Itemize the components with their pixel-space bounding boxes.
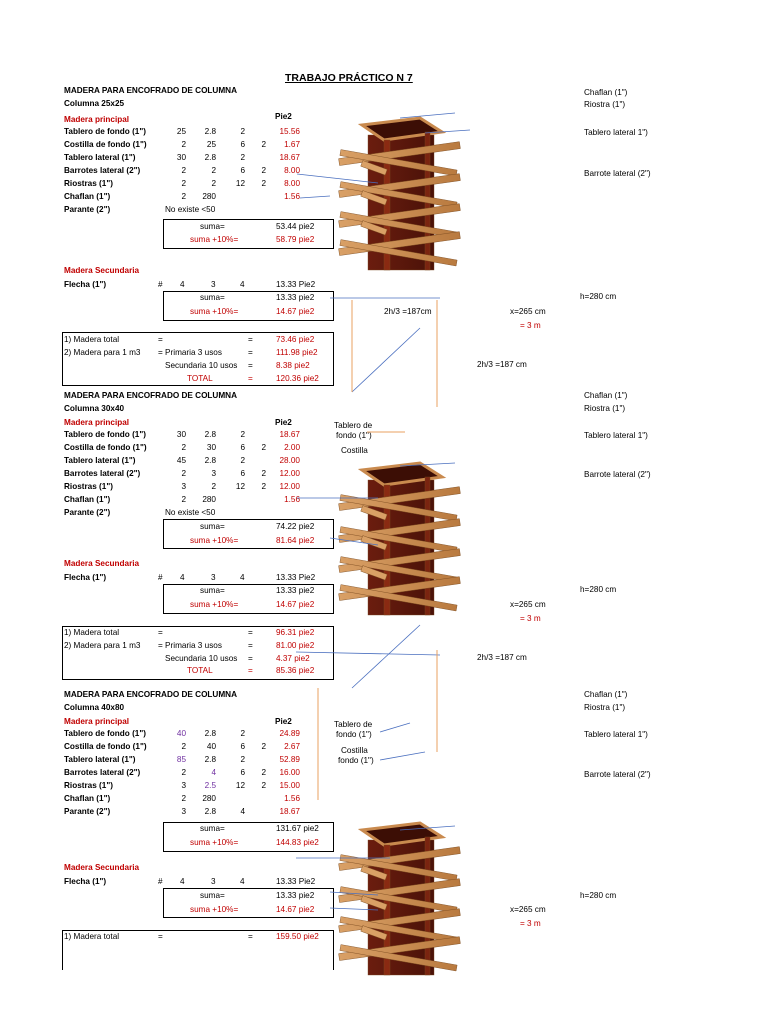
secundaria-label: Secundaria 10 usos [165, 361, 238, 370]
total2-label: 2) Madera para 1 m3 [64, 348, 141, 357]
primaria-value: 111.98 pie2 [276, 348, 318, 357]
suma10-value: 81.64 pie2 [276, 536, 315, 545]
suma-value: 74.22 pie2 [276, 522, 315, 531]
row-label: Tablero lateral (1") [64, 755, 136, 764]
secundaria-eq: = [248, 654, 253, 663]
right-label-riostra: Riostra (1") [584, 100, 626, 109]
dim-h: h=280 cm [580, 292, 617, 301]
row-label: Costilla de fondo (1") [64, 140, 147, 149]
row-label: Tablero de fondo (1") [64, 729, 146, 738]
row-b: 280 [202, 192, 216, 201]
flecha-a: 4 [180, 280, 185, 289]
right-label-tablero: Tablero lateral 1") [584, 730, 648, 739]
right-label-riostra: Riostra (1") [584, 703, 626, 712]
row-c: 6 [240, 742, 245, 751]
dim-2h-b: 2h/3 =187 cm [477, 360, 527, 369]
row-result: 1.67 [284, 140, 300, 149]
row-result: 1.56 [284, 495, 300, 504]
row-label: Costilla de fondo (1") [64, 742, 147, 751]
right-label-tablero: Tablero lateral 1") [584, 431, 648, 440]
row-a: 2 [181, 742, 186, 751]
sec-suma-label: suma= [200, 586, 225, 595]
principal-label: Madera principal [64, 717, 130, 726]
row-result: 8.00 [284, 166, 300, 175]
row-b: 2.5 [204, 781, 216, 790]
row-a: No existe <50 [165, 205, 216, 214]
total-label: TOTAL [187, 374, 213, 383]
row-a: No existe <50 [165, 508, 216, 517]
diag-label-costilla: Costilla [341, 446, 368, 455]
flecha-label: Flecha (1") [64, 877, 107, 886]
row-result: 18.67 [279, 153, 300, 162]
row-result: 18.67 [279, 807, 300, 816]
row-result: 2.00 [284, 443, 300, 452]
row-d: 2 [261, 166, 266, 175]
dim-h: h=280 cm [580, 891, 617, 900]
total1-eq2: = [248, 335, 253, 344]
row-c: 2 [240, 153, 245, 162]
row-label: Chaflan (1") [64, 794, 111, 803]
section-heading: MADERA PARA ENCOFRADO DE COLUMNA [64, 86, 237, 95]
row-b: 2.8 [204, 807, 216, 816]
sec-suma-value: 13.33 pie2 [276, 586, 315, 595]
dim-2h-b: 2h/3 =187 cm [477, 653, 527, 662]
diag-label-tablero: Tablero de [334, 720, 373, 729]
row-label: Tablero lateral (1") [64, 153, 136, 162]
principal-label: Madera principal [64, 418, 130, 427]
row-label: Barrotes lateral (2") [64, 469, 141, 478]
principal-label: Madera principal [64, 115, 130, 124]
row-a: 2 [181, 179, 186, 188]
row-result: 1.56 [284, 794, 300, 803]
secondary-label: Madera Secundaria [64, 863, 140, 872]
row-b: 280 [202, 794, 216, 803]
row-d: 2 [261, 742, 266, 751]
secundaria-value: 4.37 pie2 [276, 654, 310, 663]
right-label-tablero: Tablero lateral 1") [584, 128, 648, 137]
column-size: Columna 25x25 [64, 99, 125, 108]
flecha-hash: # [158, 877, 163, 886]
secondary-label: Madera Secundaria [64, 559, 140, 568]
page-title: TRABAJO PRÁCTICO N 7 [285, 72, 413, 84]
row-b: 2 [211, 179, 216, 188]
row-d: 2 [261, 768, 266, 777]
total2-eq: = [248, 348, 253, 357]
diag-label-fondo: fondo (1") [336, 431, 372, 440]
total1-eq1: = [158, 932, 163, 941]
row-a: 2 [181, 140, 186, 149]
flecha-c: 4 [240, 280, 245, 289]
pie2-header: Pie2 [275, 717, 292, 726]
flecha-b: 3 [211, 877, 216, 886]
section-heading: MADERA PARA ENCOFRADO DE COLUMNA [64, 391, 237, 400]
row-label: Barrotes lateral (2") [64, 166, 141, 175]
row-b: 4 [211, 768, 216, 777]
diag-label-costilla-fondo: fondo (1") [338, 756, 374, 765]
flecha-a: 4 [180, 573, 185, 582]
row-a: 2 [181, 768, 186, 777]
row-b: 3 [211, 469, 216, 478]
row-result: 15.56 [279, 127, 300, 136]
row-label: Parante (2") [64, 807, 111, 816]
total2-eq: = [248, 641, 253, 650]
total-value: 85.36 pie2 [276, 666, 315, 675]
section-columna-25x25 [0, 86, 768, 386]
suma-label: suma= [200, 222, 225, 231]
row-label: Riostras (1") [64, 179, 113, 188]
dim-2h: 2h/3 =187cm [384, 307, 432, 316]
row-c: 6 [240, 443, 245, 452]
row-c: 2 [240, 755, 245, 764]
row-d: 2 [261, 443, 266, 452]
sec-suma10-label: suma +10%= [190, 307, 239, 316]
row-result: 28.00 [279, 456, 300, 465]
row-label: Barrotes lateral (2") [64, 768, 141, 777]
right-label-barrote: Barrote lateral (2") [584, 169, 651, 178]
total-value: 120.36 pie2 [276, 374, 319, 383]
row-result: 24.89 [279, 729, 300, 738]
secondary-label: Madera Secundaria [64, 266, 140, 275]
row-result: 15.00 [279, 781, 300, 790]
total1-label: 1) Madera total [64, 628, 120, 637]
suma-value: 53.44 pie2 [276, 222, 315, 231]
pie2-header: Pie2 [275, 112, 292, 121]
row-b: 2.8 [204, 127, 216, 136]
flecha-c: 4 [240, 573, 245, 582]
row-d: 2 [261, 140, 266, 149]
dim-x: x=265 cm [510, 600, 546, 609]
suma-label: suma= [200, 824, 225, 833]
row-b: 2.8 [204, 430, 216, 439]
right-label-riostra: Riostra (1") [584, 404, 626, 413]
dim-m: = 3 m [520, 614, 541, 623]
row-d: 2 [261, 179, 266, 188]
diag-label-tablero: Tablero de [334, 421, 373, 430]
dim-h: h=280 cm [580, 585, 617, 594]
dim-m: = 3 m [520, 919, 541, 928]
row-label: Parante (2") [64, 205, 111, 214]
row-b: 2.8 [204, 456, 216, 465]
row-c: 6 [240, 140, 245, 149]
flecha-hash: # [158, 280, 163, 289]
row-d: 2 [261, 482, 266, 491]
row-b: 2.8 [204, 153, 216, 162]
row-result: 8.00 [284, 179, 300, 188]
row-a: 25 [176, 127, 186, 136]
primaria-label: = Primaria 3 usos [158, 641, 222, 650]
flecha-result: 13.33 Pie2 [276, 280, 316, 289]
row-a: 2 [181, 469, 186, 478]
total1-label: 1) Madera total [64, 932, 120, 941]
row-b: 280 [202, 495, 216, 504]
total1-value: 159.50 pie2 [276, 932, 319, 941]
total1-label: 1) Madera total [64, 335, 120, 344]
row-result: 52.89 [279, 755, 300, 764]
row-c: 2 [240, 127, 245, 136]
row-a: 2 [181, 495, 186, 504]
sec-suma-label: suma= [200, 293, 225, 302]
row-label: Tablero de fondo (1") [64, 430, 146, 439]
total-eq: = [248, 374, 253, 383]
row-a: 2 [181, 166, 186, 175]
dim-x: x=265 cm [510, 307, 546, 316]
suma10-label: suma +10%= [190, 536, 239, 545]
row-a: 85 [176, 755, 186, 764]
row-b: 2.8 [204, 755, 216, 764]
dim-m: = 3 m [520, 321, 541, 330]
row-d: 2 [261, 781, 266, 790]
flecha-b: 3 [211, 573, 216, 582]
section-heading: MADERA PARA ENCOFRADO DE COLUMNA [64, 690, 237, 699]
row-label: Tablero de fondo (1") [64, 127, 146, 136]
secundaria-value: 8.38 pie2 [276, 361, 310, 370]
row-c: 4 [240, 807, 245, 816]
row-d: 2 [261, 469, 266, 478]
row-label: Costilla de fondo (1") [64, 443, 147, 452]
row-b: 2 [211, 166, 216, 175]
total1-eq1: = [158, 628, 163, 637]
flecha-label: Flecha (1") [64, 573, 107, 582]
row-a: 2 [181, 443, 186, 452]
flecha-a: 4 [180, 877, 185, 886]
total1-eq1: = [158, 335, 163, 344]
suma-label: suma= [200, 522, 225, 531]
primaria-label: = Primaria 3 usos [158, 348, 222, 357]
row-b: 40 [206, 742, 216, 751]
total1-eq2: = [248, 932, 253, 941]
sec-suma10-value: 14.67 pie2 [276, 905, 315, 914]
row-c: 12 [235, 179, 245, 188]
row-result: 1.56 [284, 192, 300, 201]
flecha-b: 3 [211, 280, 216, 289]
suma10-label: suma +10%= [190, 838, 239, 847]
row-c: 12 [235, 781, 245, 790]
row-b: 25 [206, 140, 216, 149]
sec-suma10-label: suma +10%= [190, 905, 239, 914]
sec-suma-value: 13.33 pie2 [276, 891, 315, 900]
row-a: 45 [176, 456, 186, 465]
total1-value: 73.46 pie2 [276, 335, 315, 344]
row-a: 2 [181, 192, 186, 201]
row-a: 3 [181, 781, 186, 790]
row-label: Chaflan (1") [64, 192, 111, 201]
right-label-barrote: Barrote lateral (2") [584, 470, 651, 479]
right-label-chaflan: Chaflan (1") [584, 88, 628, 97]
row-a: 30 [176, 430, 186, 439]
row-a: 2 [181, 794, 186, 803]
dim-x: x=265 cm [510, 905, 546, 914]
secundaria-label: Secundaria 10 usos [165, 654, 238, 663]
section-columna-30x40 [0, 388, 768, 688]
suma10-value: 144.83 pie2 [276, 838, 319, 847]
diag-label-costilla: Costilla [341, 746, 368, 755]
row-c: 2 [240, 456, 245, 465]
row-c: 12 [235, 482, 245, 491]
secundaria-eq: = [248, 361, 253, 370]
flecha-c: 4 [240, 877, 245, 886]
flecha-hash: # [158, 573, 163, 582]
row-a: 3 [181, 482, 186, 491]
total-label: TOTAL [187, 666, 213, 675]
row-result: 2.67 [284, 742, 300, 751]
column-size: Columna 30x40 [64, 404, 125, 413]
sec-suma-label: suma= [200, 891, 225, 900]
right-label-chaflan: Chaflan (1") [584, 690, 628, 699]
suma-value: 131.67 pie2 [276, 824, 319, 833]
row-b: 2 [211, 482, 216, 491]
row-result: 16.00 [279, 768, 300, 777]
row-result: 12.00 [279, 469, 300, 478]
sec-suma10-value: 14.67 pie2 [276, 307, 315, 316]
row-label: Chaflan (1") [64, 495, 111, 504]
row-c: 6 [240, 166, 245, 175]
row-result: 18.67 [279, 430, 300, 439]
diag-label-fondo: fondo (1") [336, 730, 372, 739]
suma10-value: 58.79 pie2 [276, 235, 315, 244]
primaria-value: 81.00 pie2 [276, 641, 315, 650]
row-a: 30 [176, 153, 186, 162]
row-label: Riostras (1") [64, 781, 113, 790]
row-label: Tablero lateral (1") [64, 456, 136, 465]
row-b: 30 [206, 443, 216, 452]
row-label: Parante (2") [64, 508, 111, 517]
flecha-result: 13.33 Pie2 [276, 573, 316, 582]
flecha-label: Flecha (1") [64, 280, 107, 289]
row-label: Riostras (1") [64, 482, 113, 491]
sec-suma10-value: 14.67 pie2 [276, 600, 315, 609]
column-size: Columna 40x80 [64, 703, 125, 712]
section-columna-40x80 [0, 688, 768, 988]
total-eq: = [248, 666, 253, 675]
sec-suma10-label: suma +10%= [190, 600, 239, 609]
row-a: 40 [176, 729, 186, 738]
right-label-chaflan: Chaflan (1") [584, 391, 628, 400]
pie2-header: Pie2 [275, 418, 292, 427]
row-c: 2 [240, 729, 245, 738]
row-c: 2 [240, 430, 245, 439]
flecha-result: 13.33 Pie2 [276, 877, 316, 886]
row-c: 6 [240, 768, 245, 777]
row-a: 3 [181, 807, 186, 816]
right-label-barrote: Barrote lateral (2") [584, 770, 651, 779]
row-c: 6 [240, 469, 245, 478]
total1-eq2: = [248, 628, 253, 637]
suma10-label: suma +10%= [190, 235, 239, 244]
row-result: 12.00 [279, 482, 300, 491]
total2-label: 2) Madera para 1 m3 [64, 641, 141, 650]
sec-suma-value: 13.33 pie2 [276, 293, 315, 302]
row-b: 2.8 [204, 729, 216, 738]
total1-value: 96.31 pie2 [276, 628, 315, 637]
